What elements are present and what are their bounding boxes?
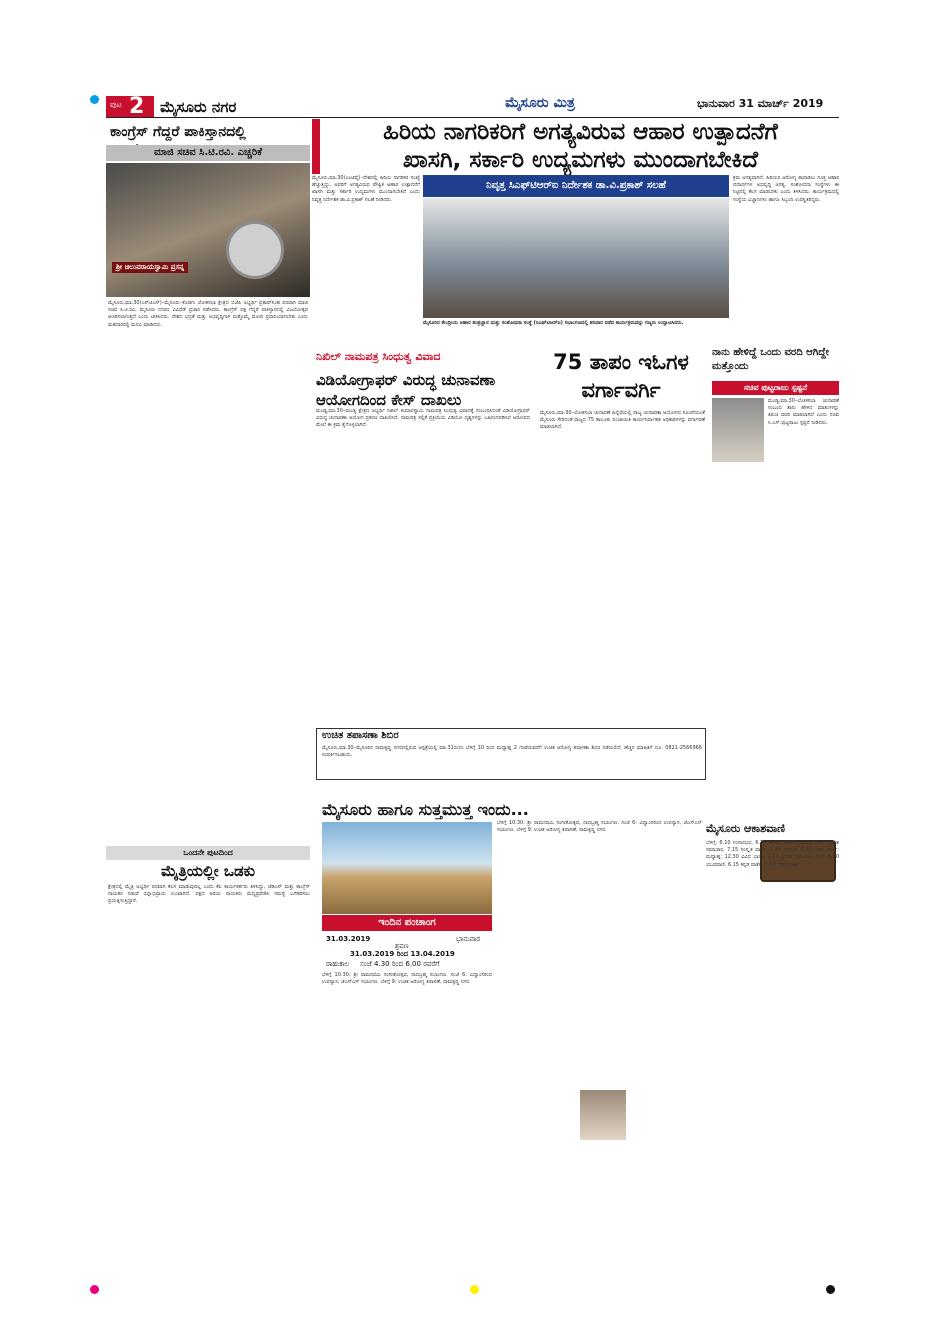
events-left: ಬೆಳಿಗ್ಗೆ 10.30: ಶ್ರೀ ರಾಮನವಮಿ ಸಂಗೀತೋತ್ಸವ, ನಾದಬ್ರಹ್ಮ ಸಭಾಂಗಣ. ಸಂಜೆ 6: ವಿದ್ವಾಂಸರಿಂದ ಉಪನ್ಯಾಸ, ಜೆಎಸ್‌ಎಸ್ ಸಭಾಂಗಣ. ಬೆಳಿಗ್ಗೆ 9: ಉಚಿತ ಆರೋಗ್ಯ ತಪಾಸಣೆ, ರಾಮಕೃಷ್ಣ ನಗರ. bbox=[322, 972, 492, 986]
guru-photo bbox=[580, 1090, 626, 1140]
masthead: ಮೈಸೂರು ಮಿತ್ರ bbox=[505, 95, 575, 111]
registration-mark bbox=[470, 1285, 479, 1294]
left-headline: ಕಾಂಗ್ರೆಸ್ ಗೆದ್ದರೆ ಪಾಕಿಸ್ತಾನದಲ್ಲಿ bbox=[110, 124, 246, 140]
second-story-header: ಒಂದನೇ ಪುಟದಿಂದ bbox=[106, 846, 310, 860]
loudspeaker-icon bbox=[226, 221, 284, 279]
left-body: ಮೈಸೂರು,ಮಾ.30(ಎಸ್‌ಟಿಎಸ್)–ಮೈಸೂರು–ಕೊಡಗು ಲೋಕಸಭಾ ಕ್ಷೇತ್ರದ ಬಿಜೆಪಿ ಅಭ್ಯರ್ಥಿ ಪ್ರತಾಪ್‌ಸಿಂಹ ಪರವಾಗಿ ಮಾಜಿ ಸಚಿವ ಸಿ.ಟಿ.ರವಿ, ಮೈಸೂರು ನಗರದ ವಿವಿಧೆಡೆ ಪ್ರಚಾರ ನಡೆಸಿದರು. ಕಾಂಗ್ರೆಸ್ ಪಕ್ಷ ಗೆದ್ದರೆ ಪಾಕಿಸ್ತಾನದಲ್ಲಿ ವಿಜಯೋತ್ಸವ ಆಚರಿಸಲಾಗುತ್ತದೆ ಎಂದು ಟೀಕಿಸಿದರು. ದೇಶದ ಭದ್ರತೆ ಮತ್ತು ಅಭಿವೃದ್ಧಿಗಾಗಿ ಮತ್ತೊಮ್ಮೆ ಮೋದಿ ಪ್ರಧಾನಿಯಾಗಬೇಕು ಎಂದು ಮತದಾರರಲ್ಲಿ ಮನವಿ ಮಾಡಿದರು. bbox=[108, 300, 308, 328]
main-body-right: ಕ್ರಮ ಅಗತ್ಯವಾಗಿದೆ. ಹಿರಿಯರ ಆರೋಗ್ಯ ಕಾಪಾಡಲು ಸೂಕ್ತ ಆಹಾರ ಪದಾರ್ಥಗಳ ಅಭಿವೃದ್ಧಿ ಅಗತ್ಯ. ಸಂಶೋಧನಾ ಸಂಸ್ಥೆಗಳು ಈ ನಿಟ್ಟಿನಲ್ಲಿ ಕೆಲಸ ಮಾಡಬೇಕು ಎಂದು ತಿಳಿಸಿದರು. ಕಾರ್ಯಕ್ರಮದಲ್ಲಿ ಸಂಸ್ಥೆಯ ವಿಜ್ಞಾನಿಗಳು ಹಾಗೂ ಸಿಬ್ಬಂದಿ ಉಪಸ್ಥಿತರಿದ್ದರು. bbox=[733, 175, 839, 203]
photo-banner: ಶ್ರೀ ಚಿಲುವರಾಯಸ್ವಾಮಿ ಪ್ರಸನ್ನ bbox=[112, 262, 188, 273]
event-photo bbox=[423, 198, 729, 318]
page-date: ಭಾನುವಾರ 31 ಮಾರ್ಚ್ 2019 bbox=[697, 97, 824, 110]
registration-mark bbox=[826, 1285, 835, 1294]
panchanga-day: ಭಾನುವಾರ bbox=[456, 935, 481, 943]
nakshatra: ಶ್ರವಣ bbox=[395, 942, 409, 950]
second-story-body: ಕ್ಷೇತ್ರದಲ್ಲಿ ಮೈತ್ರಿ ಅಭ್ಯರ್ಥಿ ಪರವಾಗಿ ಕೆಲಸ ಮಾಡುವುದಿಲ್ಲ ಎಂದು ಕೆಲ ಕಾರ್ಯಕರ್ತರು ತಿಳಿಸಿದ್ದು, ಜೆಡಿಎಸ್ ಮತ್ತು ಕಾಂಗ್ರೆಸ್ ನಾಯಕರ ನಡುವೆ ಭಿನ್ನಾಭಿಪ್ರಾಯ ಉಂಟಾಗಿದೆ. ಪಕ್ಷದ ಹಿರಿಯ ನಾಯಕರು ಮಧ್ಯಪ್ರವೇಶಿಸಿ ಸಮಸ್ಯೆ ಬಗೆಹರಿಸಲು ಪ್ರಯತ್ನಿಸುತ್ತಿದ್ದಾರೆ. bbox=[108, 884, 310, 905]
date-range: 31.03.2019 ರಿಂದ 13.04.2019 bbox=[350, 950, 455, 958]
minister-photo bbox=[712, 398, 764, 462]
temperature-body: ಮೈಸೂರು,ಮಾ.30–ಲೋಕಸಭಾ ಚುನಾವಣೆ ಹಿನ್ನೆಲೆಯಲ್ಲಿ ರಾಜ್ಯ ಚುನಾವಣಾ ಆಯೋಗದ ಸೂಚನೆಯಂತೆ ಮೈಸೂರು ಸೇರಿದಂತೆ ರಾಜ್ಯದ 75 ತಾಲೂಕು ಪಂಚಾಯಿತಿ ಕಾರ್ಯನಿರ್ವಾಹಕ ಅಧಿಕಾರಿಗಳನ್ನು ವರ್ಗಾವಣೆ ಮಾಡಲಾಗಿದೆ. bbox=[540, 410, 705, 431]
registration-mark bbox=[90, 95, 99, 104]
rahu-time: ಸಂಜೆ 4.30 ರಿಂದ 6.00 ರವರೆಗೆ bbox=[360, 960, 440, 968]
column-kicker: ನಾನು ಹೇಳಿದ್ದೆ ಒಂದು ವರದಿ ಆಗಿದ್ದೇ ಮತ್ತೊಂದು bbox=[712, 347, 829, 372]
section-title: ಮೈಸೂರು ನಗರ bbox=[160, 98, 237, 116]
main-headline-accent bbox=[312, 119, 320, 174]
rahu-label: ರಾಹುಕಾಲ bbox=[326, 960, 350, 968]
nikhil-headline: ವಿಡಿಯೋಗ್ರಾಫರ್ ವಿರುದ್ಧ ಚುನಾವಣಾ ಆಯೋಗದಿಂದ ಕೇಸ್ ದಾಖಲು bbox=[316, 371, 496, 409]
registration-mark bbox=[90, 1285, 99, 1294]
panchanga-title: ಇಂದಿನ ಪಂಚಾಂಗ bbox=[322, 915, 492, 931]
left-subhead: ಮಾಜಿ ಸಚಿವ ಸಿ.ಟಿ.ರವಿ. ಎಚ್ಚರಿಕೆ bbox=[106, 145, 310, 161]
events-right: ಬೆಳಿಗ್ಗೆ 10.30: ಶ್ರೀ ರಾಮನವಮಿ ಸಂಗೀತೋತ್ಸವ, ನಾದಬ್ರಹ್ಮ ಸಭಾಂಗಣ. ಸಂಜೆ 6: ವಿದ್ವಾಂಸರಿಂದ ಉಪನ್ಯಾಸ, ಜೆಎಸ್‌ಎಸ್ ಸಭಾಂಗಣ. ಬೆಳಿಗ್ಗೆ 9: ಉಚಿತ ಆರೋಗ್ಯ ತಪಾಸಣೆ, ರಾಮಕೃಷ್ಣ ನಗರ. bbox=[497, 820, 702, 834]
temperature-headline: 75 ತಾಪಂ ಇಓಗಳ ವರ್ಗಾವರ್ಗಿ bbox=[553, 350, 689, 402]
column-body: ಮಂಡ್ಯ,ಮಾ.30–ಲೋಕಸಭಾ ಚುನಾವಣೆ ಸಂಬಂಧ ತಾನು ಹೇಳಿದ ಮಾತುಗಳನ್ನು ತಿರುಚಿ ವರದಿ ಮಾಡಲಾಗಿದೆ ಎಂದು ಸಚಿವ ಸಿ.ಎಸ್.ಪುಟ್ಟರಾಜು ಸ್ಪಷ್ಟನೆ ನೀಡಿದರು. bbox=[768, 398, 839, 426]
radio-body: ಬೆಳಿಗ್ಗೆ: 6.10 ಗಂಗಾರಭವ, 6.30 ಚಿಂತನ, 6.40 ಕೃಷಿರಂಗ, 6.45 ಪ್ರದೇಶ ಸಮಾಚಾರ, 7.15 ಸಂಸ್ಕೃತ ವಾರ್ತೆ, 7.35 ಚಿತ್ರಗೀತೆ, 8.45 ದೆಹಲಿ ವಾರ್ತೆ. ಮಧ್ಯಾಹ್ನ: 12.30 ವಿವಿಧ ಭಾರತಿ, 1.00 ಪ್ರದೇಶ ಸಮಾಚಾರ. ಸಂಜೆ: 5.00 ಯುವವಾಣಿ, 6.15 ಕನ್ನಡ ವಾರ್ತೆ, 7.00 ದೆಹಲಿ ವಾರ್ತೆ. bbox=[706, 840, 839, 868]
rally-photo bbox=[106, 163, 310, 297]
radio-title: ಮೈಸೂರು ಆಕಾಶವಾಣಿ bbox=[706, 822, 785, 835]
health-camp-body: ಮೈಸೂರು,ಮಾ.30–ಮೈಸೂರಿನ ರಾಮಕೃಷ್ಣ ನಗರದಲ್ಲಿರುವ ಆಸ್ಪತ್ರೆಯಲ್ಲಿ ಮಾ.31ರಂದು ಬೆಳಿಗ್ಗೆ 10 ರಿಂದ ಮಧ್ಯಾಹ್ನ 2 ಗಂಟೆಯವರೆಗೆ ಉಚಿತ ಆರೋಗ್ಯ ತಪಾಸಣಾ ಶಿಬಿರ ನಡೆಯಲಿದೆ. ಹೆಚ್ಚಿನ ಮಾಹಿತಿಗೆ ದೂ: 0821-2566966 ಸಂಪರ್ಕಿಸಬಹುದು. bbox=[322, 745, 702, 759]
main-headline-line1: ಹಿರಿಯ ನಾಗರಿಕರಿಗೆ ಅಗತ್ಯವಿರುವ ಆಹಾರ ಉತ್ಪಾದನೆಗೆ bbox=[383, 119, 778, 145]
page-label: ಪುಟ bbox=[110, 100, 122, 109]
health-camp-title: ಉಚಿತ ತಪಾಸಣಾ ಶಿಬಿರ bbox=[322, 730, 399, 741]
nikhil-kicker: ನಿಖಿಲ್ ನಾಮಪತ್ರ ಸಿಂಧುತ್ವ ವಿವಾದ bbox=[316, 350, 441, 363]
palace-photo bbox=[322, 822, 492, 914]
main-body-left: ಮೈಸೂರು,ಮಾ.30(ಎಂಟಿವೈ)–ದೇಶದಲ್ಲಿ ಹಿರಿಯ ನಾಗರಿಕರ ಸಂಖ್ಯೆ ಹೆಚ್ಚುತ್ತಿದ್ದು, ಅವರಿಗೆ ಅಗತ್ಯವಿರುವ ಪೌಷ್ಟಿಕ ಆಹಾರ ಉತ್ಪಾದನೆಗೆ ಖಾಸಗಿ ಮತ್ತು ಸರ್ಕಾರಿ ಉದ್ಯಮಗಳು ಮುಂದಾಗಬೇಕಿದೆ ಎಂದು ನಿವೃತ್ತ ನಿರ್ದೇಶಕ ಡಾ.ವಿ.ಪ್ರಕಾಶ್ ಸಲಹೆ ನೀಡಿದರು. bbox=[312, 175, 420, 203]
main-caption: ಮೈಸೂರಿನ ಕೇಂದ್ರೀಯ ಆಹಾರ ತಂತ್ರಜ್ಞಾನ ಮತ್ತು ಸಂಶೋಧನಾ ಸಂಸ್ಥೆ (ಸಿಎಫ್‌ಟಿಆರ್‌ಐ) ಸಭಾಂಗಣದಲ್ಲಿ ಶನಿವಾರ ನಡೆದ ಕಾರ್ಯಕ್ರಮವನ್ನು ಗಣ್ಯರು ಉದ್ಘಾಟಿಸಿದರು. bbox=[423, 320, 684, 326]
column-author: ಸಚಿವ ಪುಟ್ಟರಾಜು ಸ್ಪಷ್ಟನೆ bbox=[712, 381, 839, 395]
today-title: ಮೈಸೂರು ಹಾಗೂ ಸುತ್ತಮುತ್ತ ಇಂದು... bbox=[322, 800, 529, 819]
main-headline-line2: ಖಾಸಗಿ, ಸರ್ಕಾರಿ ಉದ್ಯಮಗಳು ಮುಂದಾಗಬೇಕಿದೆ bbox=[402, 147, 759, 173]
main-banner: ನಿವೃತ್ತ ಸಿಎಫ್‌ಟಿಆರ್‌ಐ ನಿರ್ದೇಶಕ ಡಾ.ವಿ.ಪ್ರಕಾಶ್ ಸಲಹೆ bbox=[423, 175, 729, 197]
nikhil-body: ಮಂಡ್ಯ,ಮಾ.30–ಮಂಡ್ಯ ಕ್ಷೇತ್ರದ ಅಭ್ಯರ್ಥಿ ನಿಖಿಲ್ ಕುಮಾರಸ್ವಾಮಿ ನಾಮಪತ್ರ ಸಿಂಧುತ್ವ ವಿವಾದಕ್ಕೆ ಸಂಬಂಧಿಸಿದಂತೆ ವಿಡಿಯೋಗ್ರಾಫರ್ ವಿರುದ್ಧ ಚುನಾವಣಾ ಆಯೋಗ ಪ್ರಕರಣ ದಾಖಲಿಸಿದೆ. ನಾಮಪತ್ರ ಸಲ್ಲಿಕೆ ಪ್ರಕ್ರಿಯೆಯ ವಿಡಿಯೋ ದೃಶ್ಯಗಳನ್ನು ಬಹಿರಂಗಪಡಿಸಿದ ಆರೋಪದ ಮೇಲೆ ಈ ಕ್ರಮ ಕೈಗೊಳ್ಳಲಾಗಿದೆ. bbox=[316, 408, 530, 429]
panchanga-date: 31.03.2019 bbox=[326, 935, 371, 943]
second-story-title: ಮೈತ್ರಿಯಲ್ಲೀ ಒಡಕು bbox=[160, 862, 256, 880]
page-number: 2 bbox=[129, 94, 145, 119]
